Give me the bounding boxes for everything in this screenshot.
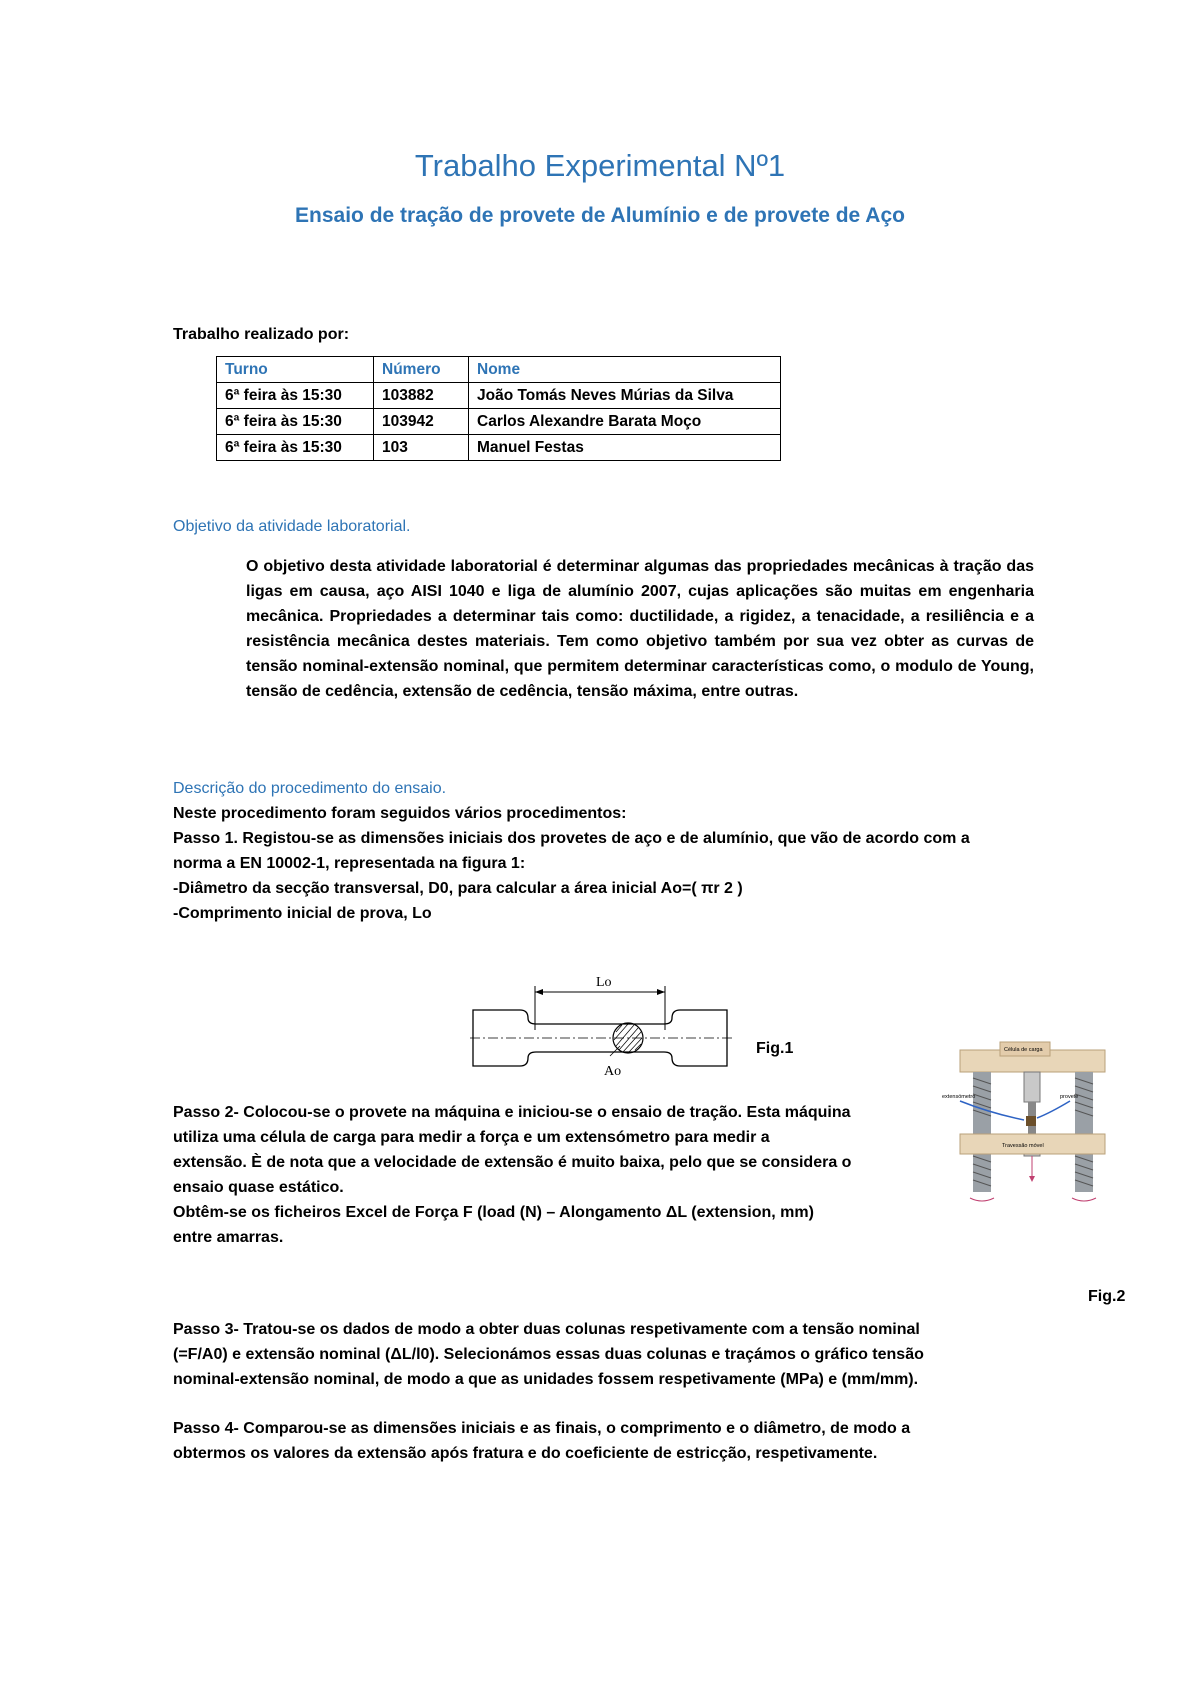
specimen-figure	[470, 970, 750, 1080]
fig2-label: Fig.2	[1088, 1288, 1126, 1305]
procedure-line: norma a EN 10002-1, representada na figura 1:	[173, 855, 526, 872]
column-header-numero: Número	[374, 357, 469, 383]
table-row	[217, 383, 781, 409]
team-table	[216, 356, 781, 461]
passo2-line: Obtêm-se os ficheiros Excel de Força F (load (N) – Alongamento ΔL (extension, mm)	[173, 1204, 814, 1221]
extensometer-label: extensómetro	[942, 1094, 976, 1100]
passo3-line: Passo 3- Tratou-se os dados de modo a obter duas colunas respetivamente com a tensão nominal	[173, 1321, 920, 1338]
objective-heading: Objetivo da atividade laboratorial.	[173, 518, 411, 535]
passo2-line: extensão. È de nota que a velocidade de extensão é muito baixa, pelo que se considera o	[173, 1154, 852, 1171]
procedure-line: Passo 1. Registou-se as dimensões iniciais dos provetes de aço e de alumínio, que vão de acordo com a	[173, 830, 970, 847]
passo2-line: ensaio quase estático.	[173, 1179, 344, 1196]
procedure-line: -Comprimento inicial de prova, Lo	[173, 905, 432, 922]
lo-label: Lo	[596, 975, 612, 990]
passo3-line: nominal-extensão nominal, de modo a que as unidades fossem respetivamente (MPa) e (mm/mm).	[173, 1371, 919, 1388]
cell-nome: João Tomás Neves Múrias da Silva	[469, 383, 781, 409]
fig1-label: Fig.1	[756, 1040, 794, 1057]
column-header-turno: Turno	[217, 357, 374, 383]
page-subtitle: Ensaio de tração de provete de Alumínio e de provete de Aço	[295, 204, 905, 227]
test-machine-figure	[940, 1038, 1110, 1208]
passo4-line: Passo 4- Comparou-se as dimensões iniciais e as finais, o comprimento e o diâmetro, de modo a	[173, 1420, 911, 1437]
procedure-line: Neste procedimento foram seguidos vários procedimentos:	[173, 805, 627, 822]
passo3-text	[173, 1317, 1053, 1392]
passo2-line: entre amarras.	[173, 1229, 284, 1246]
team-label: Trabalho realizado por:	[173, 326, 350, 343]
procedure-text	[173, 801, 1053, 926]
procedure-heading: Descrição do procedimento do ensaio.	[173, 780, 447, 797]
column-header-nome: Nome	[469, 357, 781, 383]
passo3-line: (=F/A0) e extensão nominal (ΔL/l0). Selecionámos essas duas colunas e traçámos o gráfico tensão	[173, 1346, 924, 1363]
passo2-line: utiliza uma célula de carga para medir a força e um extensómetro para medir a	[173, 1129, 770, 1146]
cell-turno: 6ª feira às 15:30	[217, 435, 374, 461]
passo2-text	[173, 1100, 913, 1250]
procedure-line: -Diâmetro da secção transversal, D0, para calcular a área inicial Ao=( πr 2 )	[173, 880, 743, 897]
cell-numero: 103	[374, 435, 469, 461]
passo4-line: obtermos os valores da extensão após fratura e do coeficiente de estricção, respetivamente.	[173, 1445, 878, 1462]
page-title: Trabalho Experimental Nº1	[414, 148, 786, 183]
cell-nome: Manuel Festas	[469, 435, 781, 461]
cell-turno: 6ª feira às 15:30	[217, 383, 374, 409]
cell-turno: 6ª feira às 15:30	[217, 409, 374, 435]
table-row	[217, 409, 781, 435]
table-row	[217, 435, 781, 461]
specimen-label: provete	[1060, 1094, 1079, 1100]
objective-paragraph: O objetivo desta atividade laboratorial é determinar algumas das propriedades mecânicas à tração das ligas em causa, aço AISI 1040 e liga de alumínio 2007, cujas aplicações são muitas em engenharia mecânica. Propriedades a determinar tais como: ductilidade, a rigidez, a tenacidade, a resiliência e a resistência mecânica destes materiais. Tem como objetivo também por sua vez obter as curvas de tensão nominal-extensão nominal, que permitem determinar características como, o modulo de Young, tensão de cedência, extensão de cedência, tensão máxima, entre outras.	[246, 558, 1034, 700]
passo2-line: Passo 2- Colocou-se o provete na máquina e iniciou-se o ensaio de tração. Esta máquina	[173, 1104, 851, 1121]
table-header-row	[217, 357, 781, 383]
cell-numero: 103942	[374, 409, 469, 435]
load-cell-label: Célula de carga	[1004, 1047, 1043, 1053]
crosshead-label: Travessão móvel	[1002, 1143, 1044, 1149]
passo4-text	[173, 1416, 1053, 1466]
ao-label: Ao	[604, 1064, 622, 1079]
cell-nome: Carlos Alexandre Barata Moço	[469, 409, 781, 435]
cell-numero: 103882	[374, 383, 469, 409]
